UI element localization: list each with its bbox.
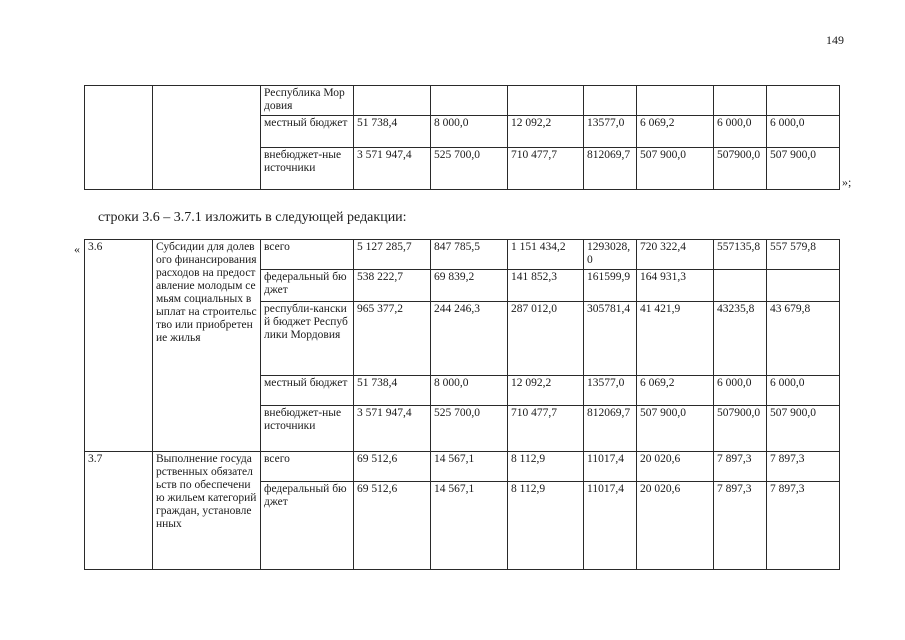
value-cell: 69 839,2 <box>431 270 508 302</box>
page-number: 149 <box>826 33 844 47</box>
value-cell: 5 127 285,7 <box>354 240 431 270</box>
value-cell: 20 020,6 <box>637 482 714 570</box>
row-title: Выполнение государственных обязательств по обеспечению жильем категорий граждан, установленных <box>153 452 261 570</box>
value-cell: 557 579,8 <box>767 240 840 270</box>
value-cell: 69 512,6 <box>354 452 431 482</box>
value-cell: 710 477,7 <box>508 406 584 452</box>
value-cell: 20 020,6 <box>637 452 714 482</box>
value-cell: 51 738,4 <box>354 376 431 406</box>
table-cell: 13577,0 <box>584 116 637 148</box>
table-cell: местный бюджет <box>261 116 354 148</box>
table-cell: 6 000,0 <box>714 116 767 148</box>
table-row <box>85 452 840 482</box>
value-cell: 1293028,0 <box>584 240 637 270</box>
value-cell: 7 897,3 <box>714 482 767 570</box>
table-cell <box>431 86 508 116</box>
value-cell: 287 012,0 <box>508 302 584 376</box>
table-cell: 525 700,0 <box>431 148 508 190</box>
table-cell <box>508 86 584 116</box>
value-cell: 12 092,2 <box>508 376 584 406</box>
table-cell: внебюджет-ные источники <box>261 148 354 190</box>
table-cell <box>584 86 637 116</box>
value-cell: 538 222,7 <box>354 270 431 302</box>
value-cell: 69 512,6 <box>354 482 431 570</box>
value-cell: 41 421,9 <box>637 302 714 376</box>
value-cell: 6 000,0 <box>714 376 767 406</box>
value-cell: 7 897,3 <box>714 452 767 482</box>
table-row <box>85 240 840 270</box>
value-cell: 6 000,0 <box>767 376 840 406</box>
table-cell <box>637 86 714 116</box>
table-cell <box>153 86 261 190</box>
value-cell: 507900,0 <box>714 406 767 452</box>
funding-source: федеральный бюджет <box>261 270 354 302</box>
value-cell: 14 567,1 <box>431 452 508 482</box>
value-cell: 965 377,2 <box>354 302 431 376</box>
funding-source: всего <box>261 240 354 270</box>
table-cell: 710 477,7 <box>508 148 584 190</box>
continued-table <box>84 85 840 190</box>
funding-source: внебюджет-ные источники <box>261 406 354 452</box>
value-cell: 1 151 434,2 <box>508 240 584 270</box>
table-cell <box>767 86 840 116</box>
value-cell: 305781,4 <box>584 302 637 376</box>
value-cell: 14 567,1 <box>431 482 508 570</box>
amendment-sentence: строки 3.6 – 3.7.1 изложить в следующей редакции: <box>98 210 407 225</box>
table-cell <box>354 86 431 116</box>
value-cell: 8 112,9 <box>508 452 584 482</box>
value-cell: 7 897,3 <box>767 482 840 570</box>
value-cell: 525 700,0 <box>431 406 508 452</box>
amended-table <box>84 239 840 570</box>
table-cell <box>714 86 767 116</box>
value-cell: 720 322,4 <box>637 240 714 270</box>
value-cell: 8 112,9 <box>508 482 584 570</box>
value-cell: 557135,8 <box>714 240 767 270</box>
value-cell: 11017,4 <box>584 482 637 570</box>
table-cell: 12 092,2 <box>508 116 584 148</box>
value-cell: 244 246,3 <box>431 302 508 376</box>
value-cell: 43 679,8 <box>767 302 840 376</box>
value-cell: 161599,9 <box>584 270 637 302</box>
table-cell: Республика Мордовия <box>261 86 354 116</box>
row-title: Субсидии для долевого финансирования расходов на предоставление молодым семьям социальных выплат на строительство или приобретение жилья <box>153 240 261 452</box>
value-cell <box>714 270 767 302</box>
row-number: 3.6 <box>85 240 153 452</box>
table-cell: 8 000,0 <box>431 116 508 148</box>
table-cell: 3 571 947,4 <box>354 148 431 190</box>
row-number: 3.7 <box>85 452 153 570</box>
value-cell: 11017,4 <box>584 452 637 482</box>
table-cell: 507 900,0 <box>767 148 840 190</box>
value-cell: 507 900,0 <box>637 406 714 452</box>
value-cell: 8 000,0 <box>431 376 508 406</box>
table-cell: 6 069,2 <box>637 116 714 148</box>
value-cell: 164 931,3 <box>637 270 714 302</box>
value-cell: 7 897,3 <box>767 452 840 482</box>
table-cell: 507900,0 <box>714 148 767 190</box>
funding-source: местный бюджет <box>261 376 354 406</box>
value-cell: 13577,0 <box>584 376 637 406</box>
value-cell: 141 852,3 <box>508 270 584 302</box>
table-cell: 507 900,0 <box>637 148 714 190</box>
value-cell: 6 069,2 <box>637 376 714 406</box>
table-cell: 812069,7 <box>584 148 637 190</box>
value-cell <box>767 270 840 302</box>
value-cell: 507 900,0 <box>767 406 840 452</box>
value-cell: 43235,8 <box>714 302 767 376</box>
table-cell: 6 000,0 <box>767 116 840 148</box>
value-cell: 847 785,5 <box>431 240 508 270</box>
funding-source: республи-канский бюджет Республики Мордовия <box>261 302 354 376</box>
funding-source: федеральный бюджет <box>261 482 354 570</box>
table-row <box>85 86 840 116</box>
value-cell: 3 571 947,4 <box>354 406 431 452</box>
table-cell: 51 738,4 <box>354 116 431 148</box>
funding-source: всего <box>261 452 354 482</box>
value-cell: 812069,7 <box>584 406 637 452</box>
table-cell <box>85 86 153 190</box>
opening-quote: « <box>74 242 80 256</box>
closing-quote: »; <box>842 175 852 189</box>
